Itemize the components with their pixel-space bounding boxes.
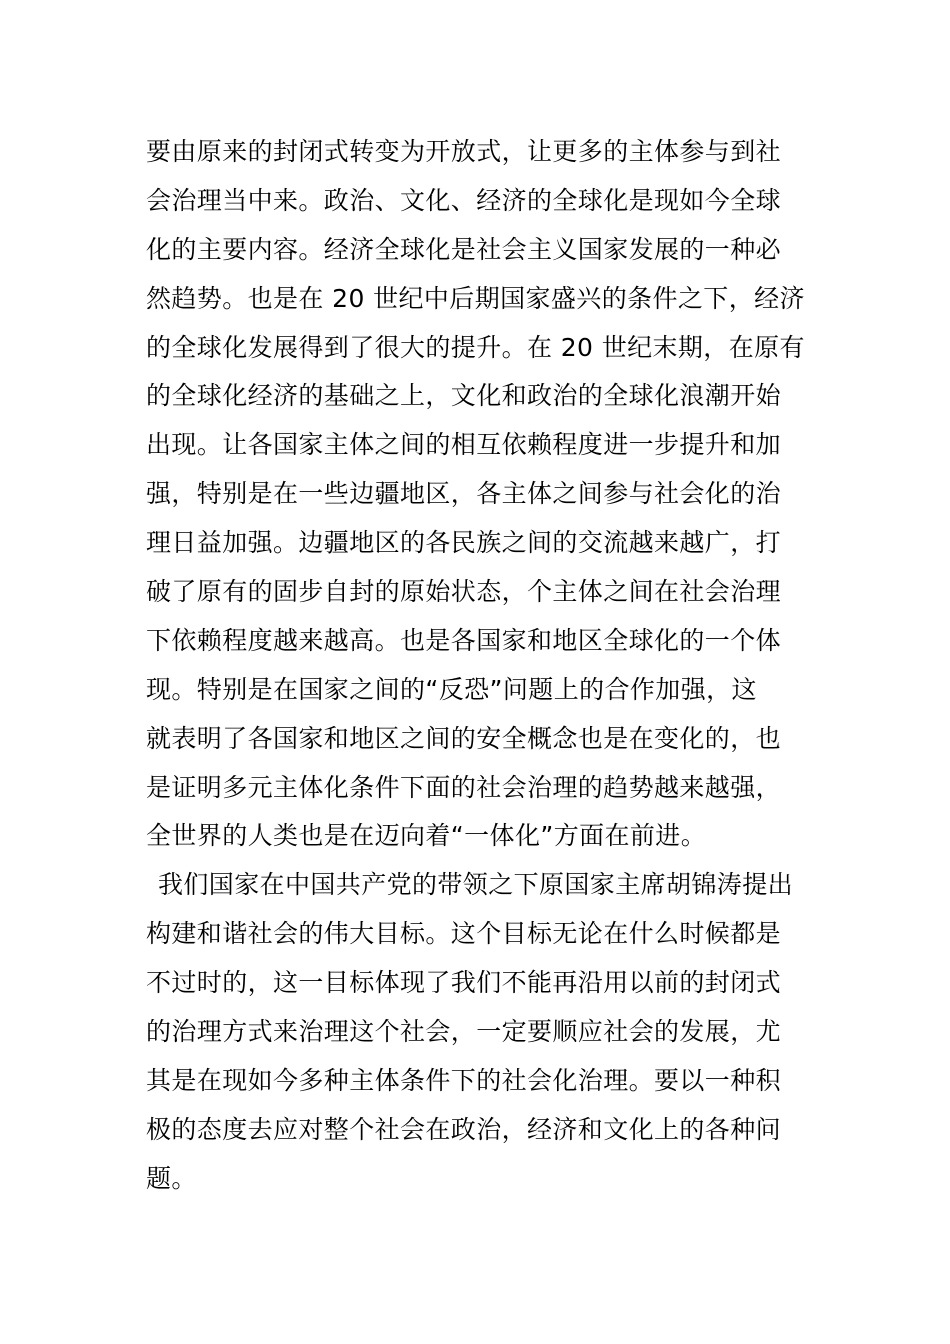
text-line: 的治理方式来治理这个社会，一定要顺应社会的发展，尤	[146, 1017, 782, 1047]
text-line: 是证明多元主体化条件下面的社会治理的趋势越来越强，	[146, 772, 782, 802]
text-line: 极的态度去应对整个社会在政治，经济和文化上的各种问	[146, 1114, 782, 1144]
text-line: 现。特别是在国家之间的“反恐”问题上的合作加强，这	[146, 674, 757, 704]
text-line: 出现。让各国家主体之间的相互依赖程度进一步提升和加	[146, 430, 782, 460]
text-line: 下依赖程度越来越高。也是各国家和地区全球化的一个体	[146, 625, 782, 655]
text-line: 不过时的，这一目标体现了我们不能再沿用以前的封闭式	[146, 968, 782, 998]
text-line: 要由原来的封闭式转变为开放式，让更多的主体参与到社	[146, 137, 782, 166]
text-line: 理日益加强。边疆地区的各民族之间的交流越来越广，打	[146, 528, 782, 558]
text-line: 的全球化发展得到了很大的提升。在 20 世纪末期，在原有	[146, 332, 805, 362]
text-line: 强，特别是在一些边疆地区，各主体之间参与社会化的治	[146, 479, 782, 509]
text-line: 我们国家在中国共产党的带领之下原国家主席胡锦涛提出	[158, 870, 794, 900]
text-line: 就表明了各国家和地区之间的安全概念也是在变化的，也	[146, 723, 782, 753]
text-line: 题。	[146, 1163, 197, 1193]
text-line: 构建和谐社会的伟大目标。这个目标无论在什么时候都是	[146, 919, 782, 949]
text-line: 全世界的人类也是在迈向着“一体化”方面在前进。	[146, 821, 707, 851]
paragraph-2	[146, 861, 810, 1203]
text-line: 化的主要内容。经济全球化是社会主义国家发展的一种必	[146, 234, 782, 264]
text-line: 然趋势。也是在 20 世纪中后期国家盛兴的条件之下，经济	[146, 283, 805, 313]
text-line: 的全球化经济的基础之上，文化和政治的全球化浪潮开始	[146, 381, 782, 411]
text-line: 其是在现如今多种主体条件下的社会化治理。要以一种积	[146, 1065, 782, 1095]
paragraph-1	[146, 128, 810, 861]
text-line: 会治理当中来。政治、文化、经济的全球化是现如今全球	[146, 185, 782, 215]
text-line: 破了原有的固步自封的原始状态，个主体之间在社会治理	[146, 577, 782, 607]
document-body	[146, 128, 810, 1204]
